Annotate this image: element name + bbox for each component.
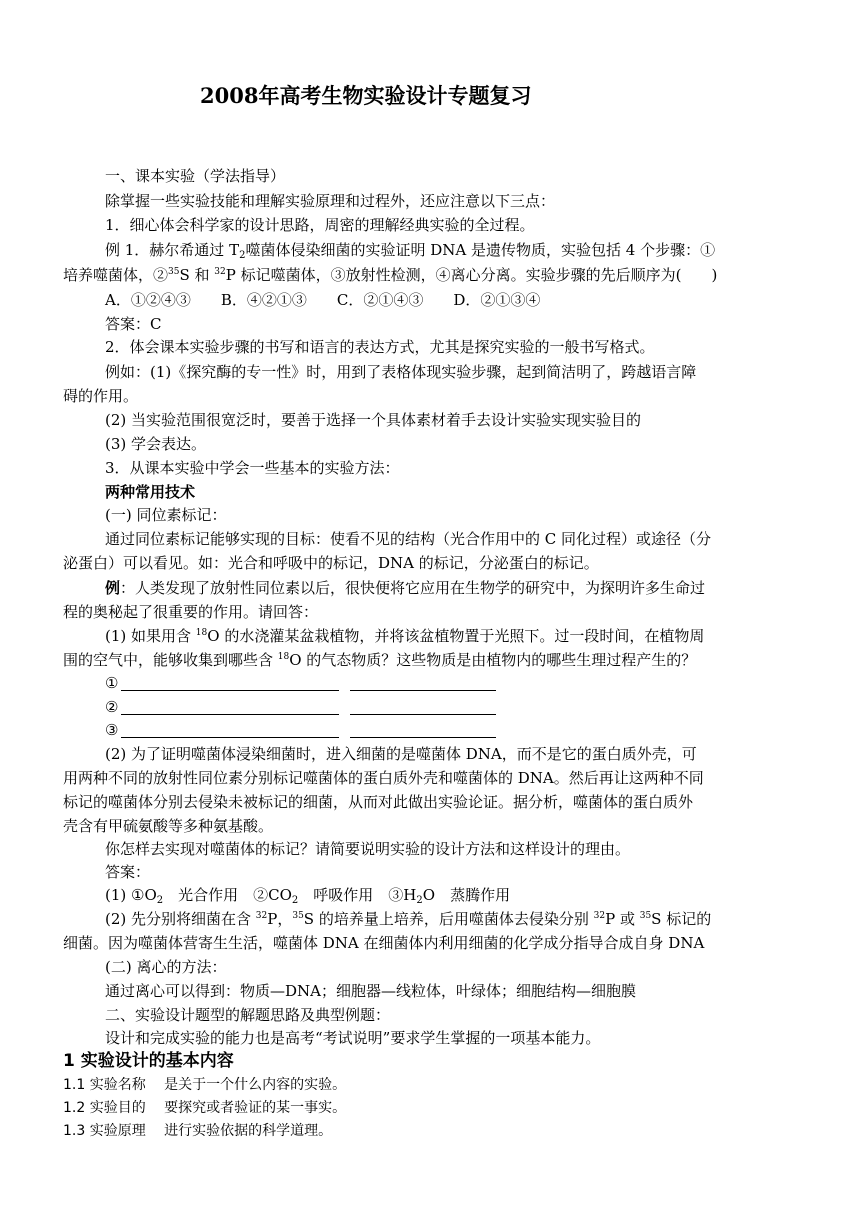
example-2-line-1: 例：人类发现了放射性同位素以后，很快便将它应用在生物学的研究中，为探明许多生命过 (105, 579, 706, 597)
question-1-line-2: 围的空气中，能够收集到哪些含 $^{18}$O 的气态物质？这些物质是由植物内的哪些生理过程产生的？ (63, 651, 697, 669)
item-1-3: 1.3 实验原理 进行实验依据的科学道理。 (63, 1123, 333, 1139)
answer-blank-1-line-a (121, 690, 339, 691)
point-3: 3．从课本实验中学会一些基本的实验方法： (105, 459, 400, 477)
centrifuge-heading: (二) 离心的方法： (105, 958, 227, 976)
question-2-line-5: 你怎样去实现对噬菌体的标记？请简要说明实验的设计方法和这样设计的理由。 (105, 840, 631, 858)
point-2-sub-3: (3) 学会表达。 (105, 435, 207, 453)
section-heading-textbook: 一、课本实验（学法指导） (105, 167, 286, 185)
question-2-line-4: 壳含有甲硫氨酸等多种氨基酸。 (63, 817, 274, 835)
point-2-example-line-2: 碍的作用。 (63, 387, 139, 405)
example-1-line-2: 培养噬菌体，②$^{35}$S 和 $^{32}$P 标记噬菌体，③放射性检测，④离心分离。实验步骤的先后顺序为( ) (63, 266, 718, 284)
question-2-line-3: 标记的噬菌体分别去侵染未被标记的细菌，从而对此做出实验论证。据分析，噬菌体的蛋白质外 (63, 793, 694, 811)
answer-blank-3-label: ③ (105, 721, 119, 739)
question-1-line-1: (1) 如果用含 $^{18}$O 的水浇灌某盆栽植物，并将该盆植物置于光照下。过一段时间，在植物周 (105, 627, 705, 645)
answer-blank-2-line-a (121, 714, 339, 715)
answer-blank-1-label: ① (105, 674, 119, 692)
isotope-paragraph-line-2: 泌蛋白）可以看见。如：光合和呼吸中的标记，DNA 的标记，分泌蛋白的标记。 (63, 554, 599, 572)
point-2-sub-2: (2) 当实验范围很宽泛时，要善于选择一个具体素材着手去设计实验实现实验目的 (105, 411, 642, 429)
answer-2-line-2: 细菌。因为噬菌体营寄生生活，噬菌体 DNA 在细菌体内利用细菌的化学成分指导合成自身 DNA (63, 934, 705, 952)
example-1-options: A．①②④③ B．④②①③ C．②①④③ D．②①③④ (105, 291, 541, 309)
section-heading-design: 二、实验设计题型的解题思路及典型例题： (105, 1006, 391, 1024)
answer-label: 答案： (105, 863, 151, 881)
answer-blank-3-line-a (121, 737, 339, 738)
answer-2-line-1: (2) 先分别将细菌在含 $^{32}$P，$^{35}$S 的培养量上培养，后用噬菌体去侵染分别 $^{32}$P 或 $^{35}$S 标记的 (105, 910, 712, 928)
two-techniques-heading: 两种常用技术 (105, 483, 196, 501)
document-title: 2008年高考生物实验设计专题复习 (200, 83, 532, 108)
basic-content-heading: 1 实验设计的基本内容 (63, 1051, 234, 1071)
example-1-line-1: 例 1．赫尔希通过 $T_2$噬菌体侵染细菌的实验证明 DNA 是遗传物质，实验包括 4 个步骤：① (105, 241, 716, 261)
question-2-line-2: 用两种不同的放射性同位素分别标记噬菌体的蛋白质外壳和噬菌体的 DNA。然后再让这两种不同 (63, 769, 704, 787)
point-2-example-line-1: 例如：(1)《探究酶的专一性》时，用到了表格体现实验步骤，起到简洁明了，跨越语言障 (105, 363, 697, 381)
answer-blank-2-line-b (350, 714, 496, 715)
point-2: 2．体会课本实验步骤的书写和语言的表达方式，尤其是探究实验的一般书写格式。 (105, 338, 655, 356)
point-1: 1．细心体会科学家的设计思路，周密的理解经典实验的全过程。 (105, 216, 535, 234)
isotope-heading: (一) 同位素标记： (105, 506, 227, 524)
answer-blank-3-line-b (350, 737, 496, 738)
example-1-answer: 答案：C (105, 315, 162, 333)
answer-1: (1) $①O_2$ 光合作用 $②CO_2$ 呼吸作用 $③H_2O$ 蒸腾作用 (105, 886, 511, 906)
design-intro: 设计和完成实验的能力也是高考“考试说明”要求学生掌握的一项基本能力。 (105, 1029, 601, 1047)
question-2-line-1: (2) 为了证明噬菌体浸染细菌时，进入细菌的是噬菌体 DNA，而不是它的蛋白质外壳，可 (105, 745, 697, 763)
item-1-2: 1.2 实验目的 要探究或者验证的某一事实。 (63, 1100, 347, 1116)
answer-blank-1-line-b (350, 690, 496, 691)
answer-blank-2-label: ② (105, 698, 119, 716)
example-2-line-2: 程的奥秘起了很重要的作用。请回答： (63, 603, 319, 621)
isotope-paragraph-line-1: 通过同位素标记能够实现的目标：使看不见的结构（光合作用中的 C 同化过程）或途径（分 (105, 530, 712, 548)
item-1-1: 1.1 实验名称 是关于一个什么内容的实验。 (63, 1077, 347, 1093)
centrifuge-text: 通过离心可以得到：物质—DNA；细胞器—线粒体，叶绿体；细胞结构—细胞膜 (105, 982, 636, 1000)
intro-paragraph: 除掌握一些实验技能和理解实验原理和过程外，还应注意以下三点： (105, 192, 556, 210)
